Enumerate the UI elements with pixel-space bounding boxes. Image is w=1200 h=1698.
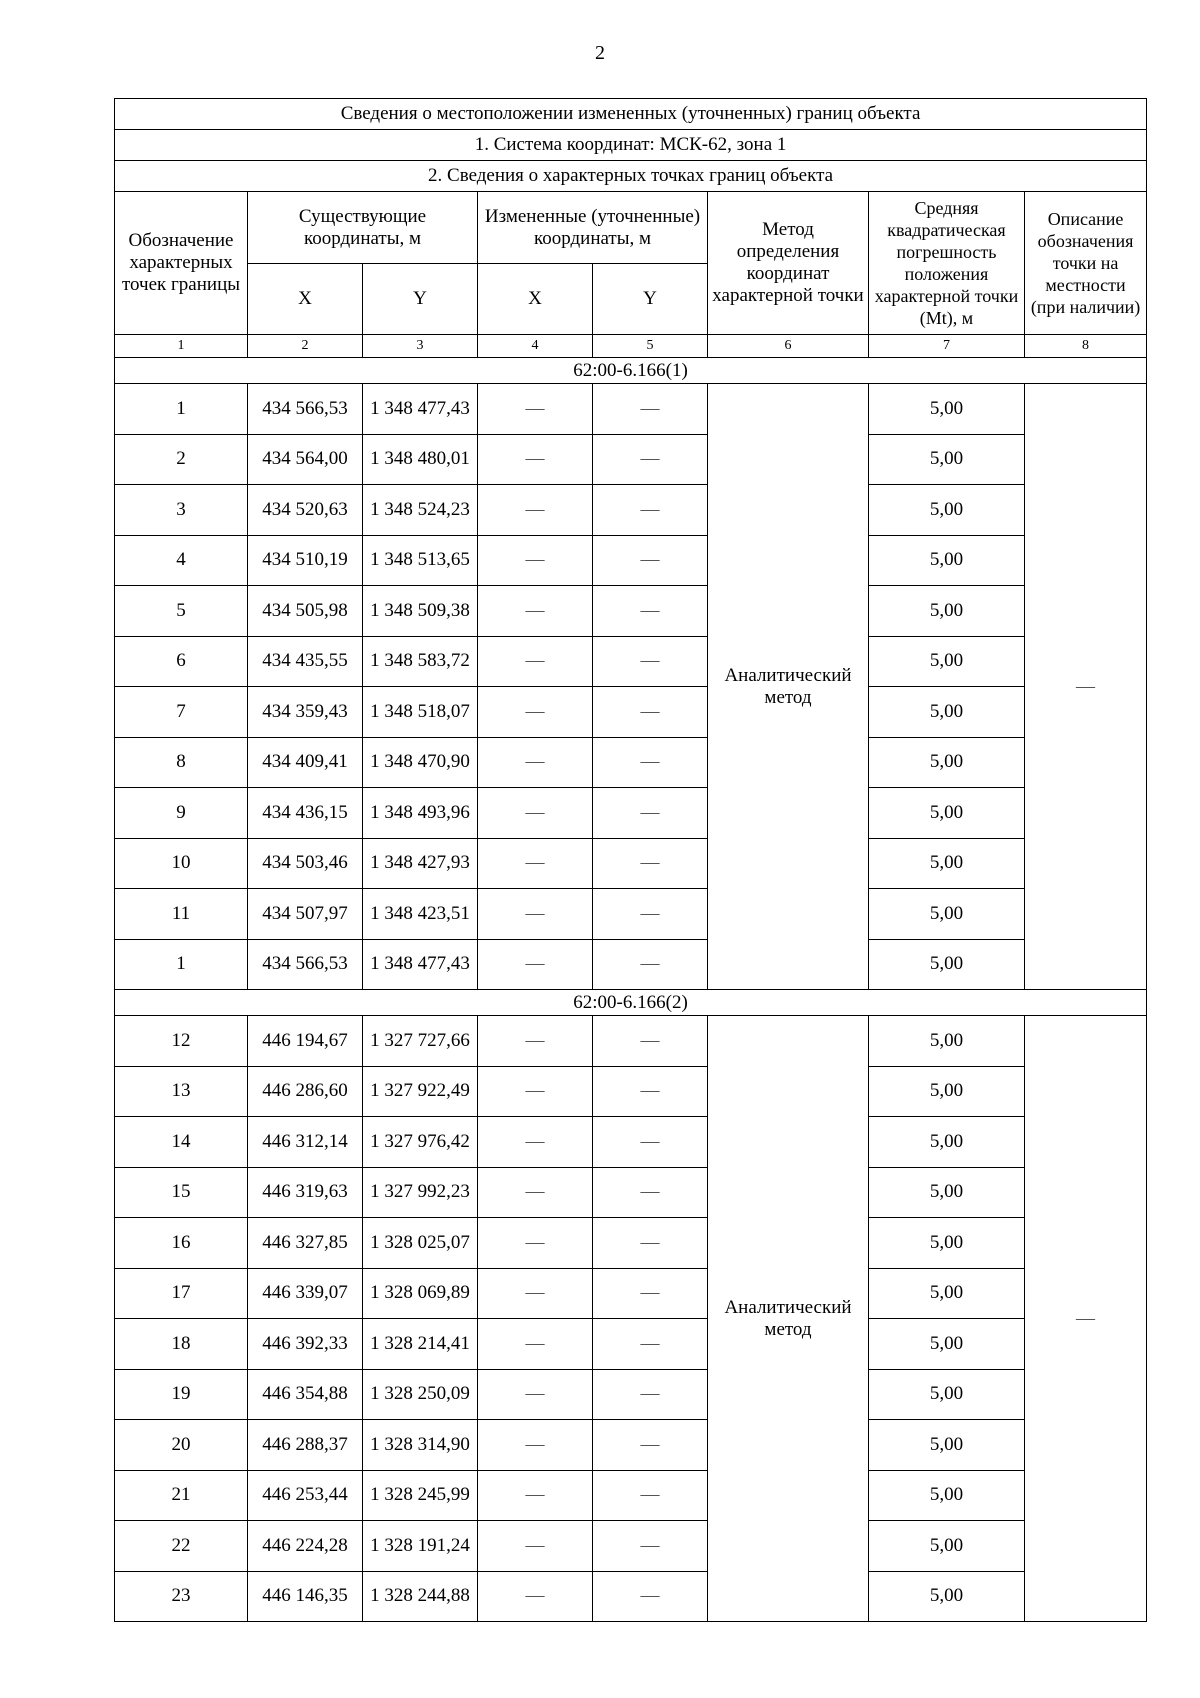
table-row [115, 1470, 1147, 1521]
table-row [115, 485, 1147, 536]
changed-x-cell: — [478, 1470, 593, 1521]
mean-error-cell: 5,00 [869, 636, 1025, 687]
changed-x-cell: — [478, 889, 593, 940]
existing-y-cell: 1 348 423,51 [363, 889, 478, 940]
changed-y-cell: — [593, 1016, 708, 1067]
mean-error-cell: 5,00 [869, 939, 1025, 990]
changed-y-cell: — [593, 1571, 708, 1622]
header-method: Метод определения координат характерной точки [708, 192, 869, 335]
point-number-cell: 18 [115, 1319, 248, 1370]
table-row [115, 535, 1147, 586]
changed-y-cell: — [593, 1369, 708, 1420]
table-row [115, 1369, 1147, 1420]
point-number-cell: 12 [115, 1016, 248, 1067]
header-existing-coords: Существующие координаты, м [248, 192, 478, 264]
header-changed-x: X [478, 264, 593, 335]
existing-y-cell: 1 348 583,72 [363, 636, 478, 687]
mean-error-cell: 5,00 [869, 889, 1025, 940]
existing-x-cell: 446 339,07 [248, 1268, 363, 1319]
group-header: 62:00-6.166(1) [115, 358, 1147, 384]
point-number-cell: 22 [115, 1521, 248, 1572]
table-row [115, 838, 1147, 889]
mean-error-cell: 5,00 [869, 788, 1025, 839]
existing-y-cell: 1 328 025,07 [363, 1218, 478, 1269]
existing-x-cell: 446 194,67 [248, 1016, 363, 1067]
column-number: 6 [708, 335, 869, 358]
point-number-cell: 7 [115, 687, 248, 738]
changed-y-cell: — [593, 434, 708, 485]
mean-error-cell: 5,00 [869, 1117, 1025, 1168]
existing-x-cell: 434 503,46 [248, 838, 363, 889]
column-number: 8 [1025, 335, 1147, 358]
changed-x-cell: — [478, 636, 593, 687]
mean-error-cell: 5,00 [869, 1218, 1025, 1269]
existing-y-cell: 1 328 214,41 [363, 1319, 478, 1370]
existing-x-cell: 446 146,35 [248, 1571, 363, 1622]
point-number-cell: 23 [115, 1571, 248, 1622]
existing-x-cell: 434 505,98 [248, 586, 363, 637]
column-number: 5 [593, 335, 708, 358]
description-cell: — [1025, 384, 1147, 990]
changed-x-cell: — [478, 1319, 593, 1370]
table-row [115, 788, 1147, 839]
existing-x-cell: 446 224,28 [248, 1521, 363, 1572]
point-number-cell: 15 [115, 1167, 248, 1218]
point-number-cell: 2 [115, 434, 248, 485]
changed-y-cell: — [593, 838, 708, 889]
table-row [115, 889, 1147, 940]
mean-error-cell: 5,00 [869, 838, 1025, 889]
column-number: 7 [869, 335, 1025, 358]
changed-x-cell: — [478, 838, 593, 889]
existing-y-cell: 1 348 518,07 [363, 687, 478, 738]
changed-y-cell: — [593, 939, 708, 990]
existing-x-cell: 446 392,33 [248, 1319, 363, 1370]
mean-error-cell: 5,00 [869, 687, 1025, 738]
existing-x-cell: 446 327,85 [248, 1218, 363, 1269]
existing-x-cell: 446 286,60 [248, 1066, 363, 1117]
mean-error-cell: 5,00 [869, 1167, 1025, 1218]
coord-system-row: 1. Система координат: МСК-62, зона 1 [115, 130, 1147, 161]
existing-x-cell: 446 312,14 [248, 1117, 363, 1168]
existing-y-cell: 1 327 992,23 [363, 1167, 478, 1218]
changed-y-cell: — [593, 384, 708, 435]
column-number: 2 [248, 335, 363, 358]
mean-error-cell: 5,00 [869, 1571, 1025, 1622]
changed-x-cell: — [478, 1218, 593, 1269]
existing-y-cell: 1 327 727,66 [363, 1016, 478, 1067]
point-number-cell: 1 [115, 939, 248, 990]
existing-y-cell: 1 348 477,43 [363, 384, 478, 435]
mean-error-cell: 5,00 [869, 1066, 1025, 1117]
changed-x-cell: — [478, 1521, 593, 1572]
table-row [115, 1016, 1147, 1067]
changed-x-cell: — [478, 788, 593, 839]
changed-y-cell: — [593, 1470, 708, 1521]
point-number-cell: 17 [115, 1268, 248, 1319]
existing-y-cell: 1 348 513,65 [363, 535, 478, 586]
changed-y-cell: — [593, 1521, 708, 1572]
existing-x-cell: 434 409,41 [248, 737, 363, 788]
existing-x-cell: 446 253,44 [248, 1470, 363, 1521]
changed-x-cell: — [478, 535, 593, 586]
changed-y-cell: — [593, 485, 708, 536]
point-number-cell: 14 [115, 1117, 248, 1168]
header-description: Описание обозначения точки на местности (при наличии) [1025, 192, 1147, 335]
existing-y-cell: 1 328 191,24 [363, 1521, 478, 1572]
mean-error-cell: 5,00 [869, 1420, 1025, 1471]
table-row [115, 1268, 1147, 1319]
existing-y-cell: 1 348 524,23 [363, 485, 478, 536]
method-cell: Аналитический метод [708, 384, 869, 990]
changed-y-cell: — [593, 586, 708, 637]
point-number-cell: 6 [115, 636, 248, 687]
header-changed-coords: Измененные (уточненные) координаты, м [478, 192, 708, 264]
changed-x-cell: — [478, 384, 593, 435]
table-row [115, 636, 1147, 687]
existing-y-cell: 1 348 509,38 [363, 586, 478, 637]
changed-x-cell: — [478, 586, 593, 637]
changed-y-cell: — [593, 1268, 708, 1319]
existing-y-cell: 1 328 250,09 [363, 1369, 478, 1420]
mean-error-cell: 5,00 [869, 434, 1025, 485]
description-cell: — [1025, 1016, 1147, 1622]
changed-y-cell: — [593, 1218, 708, 1269]
point-number-cell: 4 [115, 535, 248, 586]
point-number-cell: 20 [115, 1420, 248, 1471]
existing-x-cell: 434 520,63 [248, 485, 363, 536]
header-existing-x: X [248, 264, 363, 335]
header-existing-y: Y [363, 264, 478, 335]
changed-x-cell: — [478, 1369, 593, 1420]
table-row [115, 384, 1147, 435]
point-number-cell: 21 [115, 1470, 248, 1521]
point-number-cell: 9 [115, 788, 248, 839]
column-number: 3 [363, 335, 478, 358]
table-row [115, 1319, 1147, 1370]
point-number-cell: 13 [115, 1066, 248, 1117]
existing-y-cell: 1 327 922,49 [363, 1066, 478, 1117]
changed-x-cell: — [478, 1268, 593, 1319]
boundary-points-table [114, 98, 1147, 1622]
changed-x-cell: — [478, 1571, 593, 1622]
existing-x-cell: 446 319,63 [248, 1167, 363, 1218]
table-row [115, 1571, 1147, 1622]
mean-error-cell: 5,00 [869, 586, 1025, 637]
table-row [115, 1420, 1147, 1471]
mean-error-cell: 5,00 [869, 1268, 1025, 1319]
table-row [115, 687, 1147, 738]
existing-x-cell: 434 564,00 [248, 434, 363, 485]
existing-x-cell: 434 359,43 [248, 687, 363, 738]
point-number-cell: 19 [115, 1369, 248, 1420]
mean-error-cell: 5,00 [869, 1016, 1025, 1067]
existing-y-cell: 1 328 245,99 [363, 1470, 478, 1521]
table-row [115, 1218, 1147, 1269]
mean-error-cell: 5,00 [869, 485, 1025, 536]
existing-x-cell: 434 435,55 [248, 636, 363, 687]
changed-x-cell: — [478, 737, 593, 788]
changed-y-cell: — [593, 788, 708, 839]
mean-error-cell: 5,00 [869, 384, 1025, 435]
changed-x-cell: — [478, 434, 593, 485]
existing-x-cell: 434 510,19 [248, 535, 363, 586]
changed-y-cell: — [593, 889, 708, 940]
existing-y-cell: 1 348 470,90 [363, 737, 478, 788]
table-row [115, 1521, 1147, 1572]
table-row [115, 586, 1147, 637]
existing-y-cell: 1 328 314,90 [363, 1420, 478, 1471]
changed-x-cell: — [478, 1117, 593, 1168]
changed-x-cell: — [478, 1016, 593, 1067]
changed-x-cell: — [478, 687, 593, 738]
table-caption: Сведения о местоположении измененных (уточненных) границ объекта [115, 99, 1147, 130]
changed-y-cell: — [593, 1066, 708, 1117]
column-number: 4 [478, 335, 593, 358]
table-row [115, 434, 1147, 485]
table-row [115, 1117, 1147, 1168]
existing-y-cell: 1 327 976,42 [363, 1117, 478, 1168]
table-row [115, 939, 1147, 990]
changed-y-cell: — [593, 535, 708, 586]
existing-x-cell: 434 436,15 [248, 788, 363, 839]
header-point-designation: Обозначение характерных точек границы [115, 192, 248, 335]
changed-y-cell: — [593, 1167, 708, 1218]
changed-y-cell: — [593, 1117, 708, 1168]
page-number: 2 [595, 42, 605, 64]
mean-error-cell: 5,00 [869, 1319, 1025, 1370]
column-number: 1 [115, 335, 248, 358]
existing-x-cell: 446 288,37 [248, 1420, 363, 1471]
changed-y-cell: — [593, 1420, 708, 1471]
changed-x-cell: — [478, 1167, 593, 1218]
point-number-cell: 3 [115, 485, 248, 536]
point-number-cell: 16 [115, 1218, 248, 1269]
existing-x-cell: 434 507,97 [248, 889, 363, 940]
changed-y-cell: — [593, 1319, 708, 1370]
changed-x-cell: — [478, 1420, 593, 1471]
existing-x-cell: 434 566,53 [248, 939, 363, 990]
table-row [115, 1167, 1147, 1218]
point-number-cell: 10 [115, 838, 248, 889]
mean-error-cell: 5,00 [869, 535, 1025, 586]
group-header: 62:00-6.166(2) [115, 990, 1147, 1016]
mean-error-cell: 5,00 [869, 1470, 1025, 1521]
existing-y-cell: 1 348 493,96 [363, 788, 478, 839]
point-number-cell: 11 [115, 889, 248, 940]
changed-y-cell: — [593, 687, 708, 738]
point-number-cell: 8 [115, 737, 248, 788]
changed-x-cell: — [478, 1066, 593, 1117]
section-title-row: 2. Сведения о характерных точках границ объекта [115, 161, 1147, 192]
method-cell: Аналитический метод [708, 1016, 869, 1622]
table-row [115, 737, 1147, 788]
existing-y-cell: 1 348 427,93 [363, 838, 478, 889]
changed-x-cell: — [478, 485, 593, 536]
mean-error-cell: 5,00 [869, 737, 1025, 788]
existing-y-cell: 1 348 477,43 [363, 939, 478, 990]
changed-y-cell: — [593, 737, 708, 788]
mean-error-cell: 5,00 [869, 1369, 1025, 1420]
table-row [115, 1066, 1147, 1117]
changed-x-cell: — [478, 939, 593, 990]
point-number-cell: 5 [115, 586, 248, 637]
point-number-cell: 1 [115, 384, 248, 435]
header-mean-error: Средняя квадратическая погрешность положения характерной точки (Mt), м [869, 192, 1025, 335]
existing-y-cell: 1 348 480,01 [363, 434, 478, 485]
existing-y-cell: 1 328 069,89 [363, 1268, 478, 1319]
existing-y-cell: 1 328 244,88 [363, 1571, 478, 1622]
mean-error-cell: 5,00 [869, 1521, 1025, 1572]
header-changed-y: Y [593, 264, 708, 335]
existing-x-cell: 446 354,88 [248, 1369, 363, 1420]
changed-y-cell: — [593, 636, 708, 687]
existing-x-cell: 434 566,53 [248, 384, 363, 435]
